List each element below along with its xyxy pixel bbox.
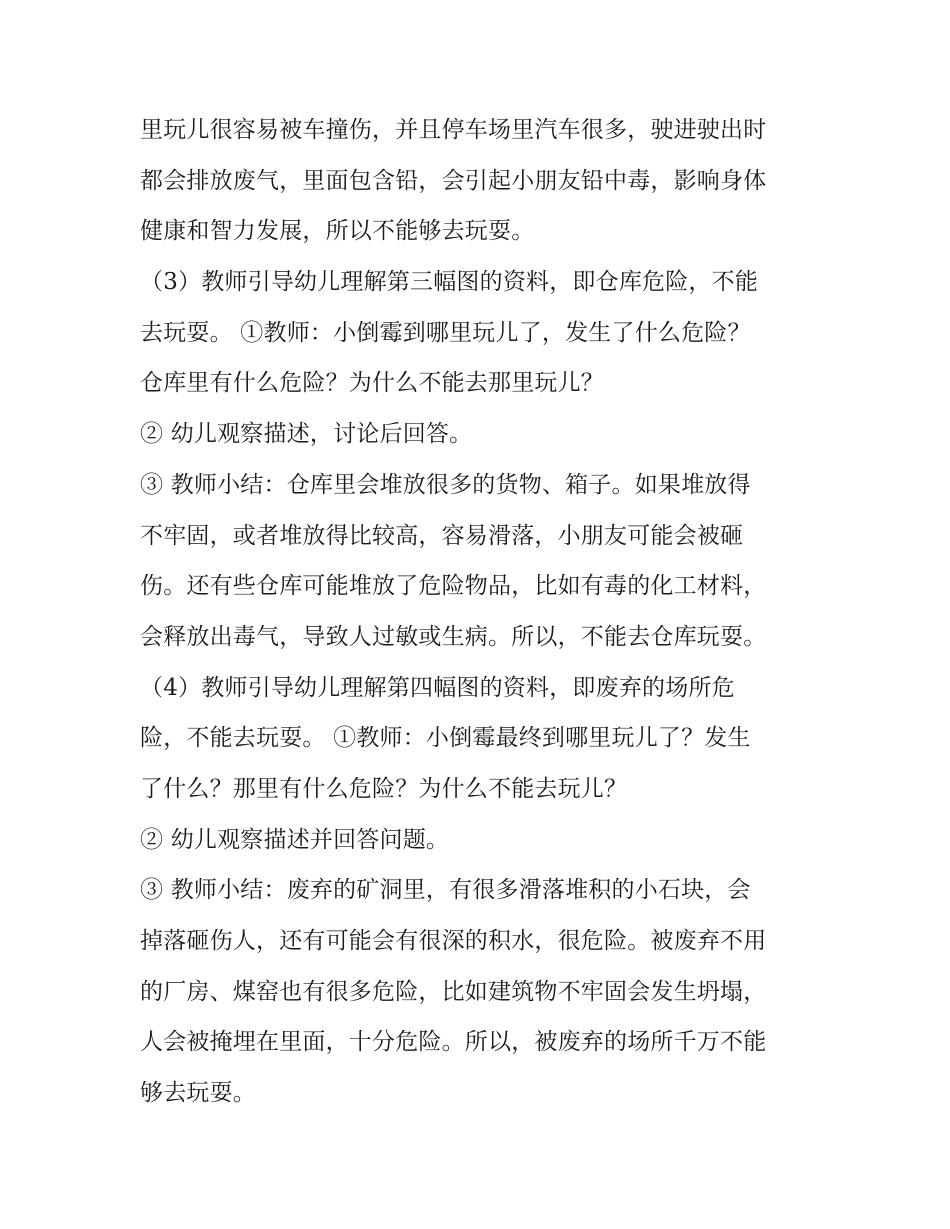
text-line: 的厂房、煤窑也有很多危险，比如建筑物不牢固会发生坍塌， bbox=[140, 978, 767, 1005]
text-line: 健康和智力发展，所以不能够去玩耍。 bbox=[140, 218, 535, 245]
text-line: 掉落砸伤人，还有可能会有很深的积水，很危险。被废弃不用 bbox=[140, 928, 767, 954]
text-line: ③ 教师小结：仓库里会堆放很多的货物、箱子。如果堆放得 bbox=[140, 471, 751, 498]
text-line: ② 幼儿观察描述并回答问题。 bbox=[140, 826, 450, 853]
text-line: 里玩儿很容易被车撞伤，并且停车场里汽车很多，驶进驶出时 bbox=[140, 117, 767, 143]
section-4-heading-line: （4）教师引导幼儿理解第四幅图的资料，即废弃的场所危 bbox=[140, 674, 735, 701]
text-line: 险，不能去玩耍。 ①教师：小倒霉最终到哪里玩儿了？发生 bbox=[140, 725, 751, 752]
text-line: 会释放出毒气，导致人过敏或生病。所以，不能去仓库玩耍。 bbox=[140, 623, 767, 650]
text-line: 够去玩耍。 bbox=[140, 1080, 256, 1107]
document-body bbox=[140, 105, 820, 1119]
text-line: 了什么？那里有什么危险？为什么不能去玩儿？ bbox=[140, 775, 628, 802]
text-line: 去玩耍。 ①教师：小倒霉到哪里玩儿了，发生了什么危险？ bbox=[140, 319, 751, 346]
text-line: 都会排放废气，里面包含铅，会引起小朋友铅中毒，影响身体 bbox=[140, 167, 767, 194]
text-line: 不牢固，或者堆放得比较高，容易滑落，小朋友可能会被砸 bbox=[140, 522, 744, 549]
text-line: 人会被掩埋在里面，十分危险。所以，被废弃的场所千万不能 bbox=[140, 1029, 767, 1056]
text-line: 仓库里有什么危险？为什么不能去那里玩儿？ bbox=[140, 370, 604, 397]
text-line: ③ 教师小结：废弃的矿洞里，有很多滑落堆积的小石块，会 bbox=[140, 877, 751, 904]
text-line: 伤。还有些仓库可能堆放了危险物品，比如有毒的化工材料， bbox=[140, 573, 767, 600]
section-3-heading-line: （3）教师引导幼儿理解第三幅图的资料，即仓库危险，不能 bbox=[140, 269, 759, 296]
text-line: ② 幼儿观察描述，讨论后回答。 bbox=[140, 421, 473, 448]
